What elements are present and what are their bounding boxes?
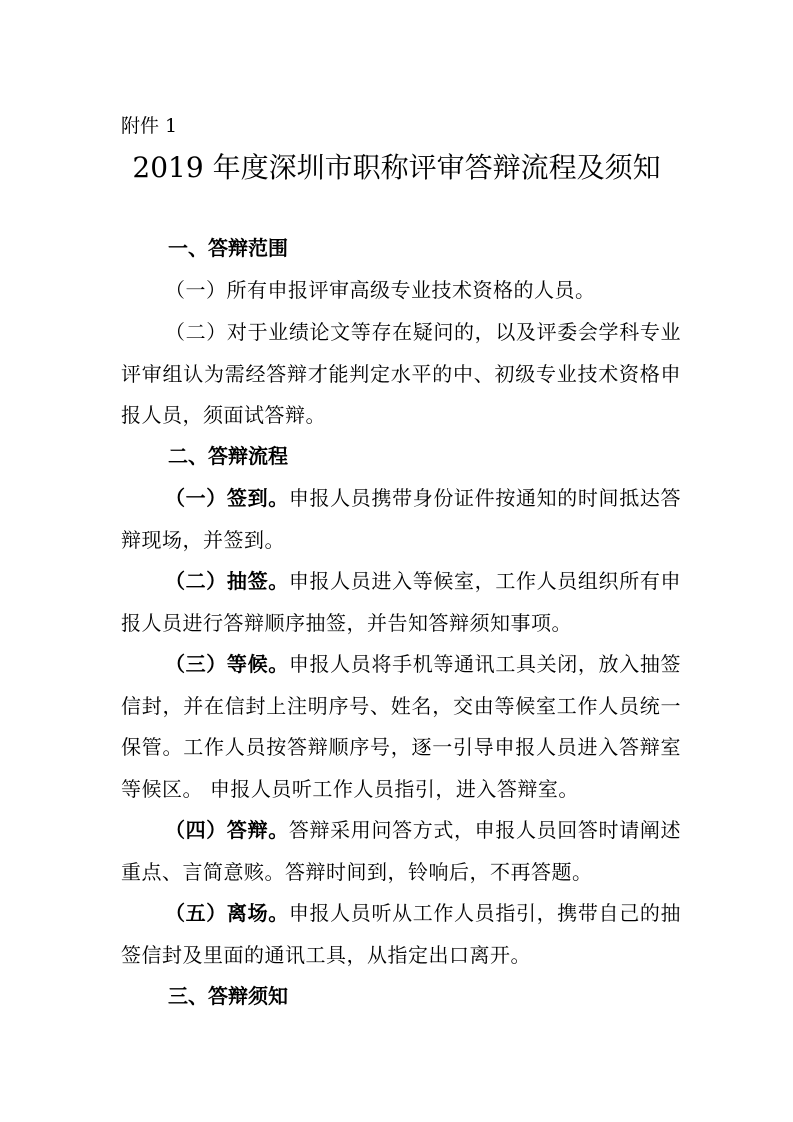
section-heading-process: 二、答辩流程 [168,444,288,468]
process-step-label: （三）等候。 [165,652,289,676]
section-heading-scope: 一、答辩范围 [168,236,288,260]
process-step-leave [121,893,681,976]
process-step-draw [121,561,681,644]
process-step-text: 答辩采用问答方式，申报人员回答时请阐述重点、言简意赅。答辩时间到，铃响后，不再答题。 [121,818,681,884]
process-step-defense [121,810,681,893]
process-step-signin [121,478,681,561]
process-step-label: （二）抽签。 [165,569,289,593]
process-step-label: （一）签到。 [165,486,289,510]
process-step-text: 申报人员携带身份证件按通知的时间抵达答辩现场，并签到。 [121,486,681,552]
attachment-label: 附件 1 [121,115,178,137]
section-heading-notice: 三、答辩须知 [168,984,288,1008]
scope-item-1: （一）所有申报评审高级专业技术资格的人员。 [165,278,596,302]
process-step-text: 申报人员将手机等通讯工具关闭，放入抽签信封，并在信封上注明序号、姓名，交由等候室工作人员统一保管。工作人员按答辩顺序号，逐一引导申报人员进入答辩室等候区。 申报人员听工作人员指引，进入答辩室。 [121,652,681,801]
process-step-label: （四）答辩。 [165,818,289,842]
process-step-text: 申报人员进入等候室，工作人员组织所有申报人员进行答辩顺序抽签，并告知答辩须知事项。 [121,569,681,635]
process-step-label: （五）离场。 [165,901,289,925]
document-title: 2019 年度深圳市职称评审答辩流程及须知 [132,151,661,184]
scope-item-2: （二）对于业绩论文等存在疑问的，以及评委会学科专业评审组认为需经答辩才能判定水平的中、初级专业技术资格申报人员，须面试答辩。 [121,320,681,427]
process-step-wait [121,644,681,810]
process-step-text: 申报人员听从工作人员指引，携带自己的抽签信封及里面的通讯工具，从指定出口离开。 [121,901,681,967]
